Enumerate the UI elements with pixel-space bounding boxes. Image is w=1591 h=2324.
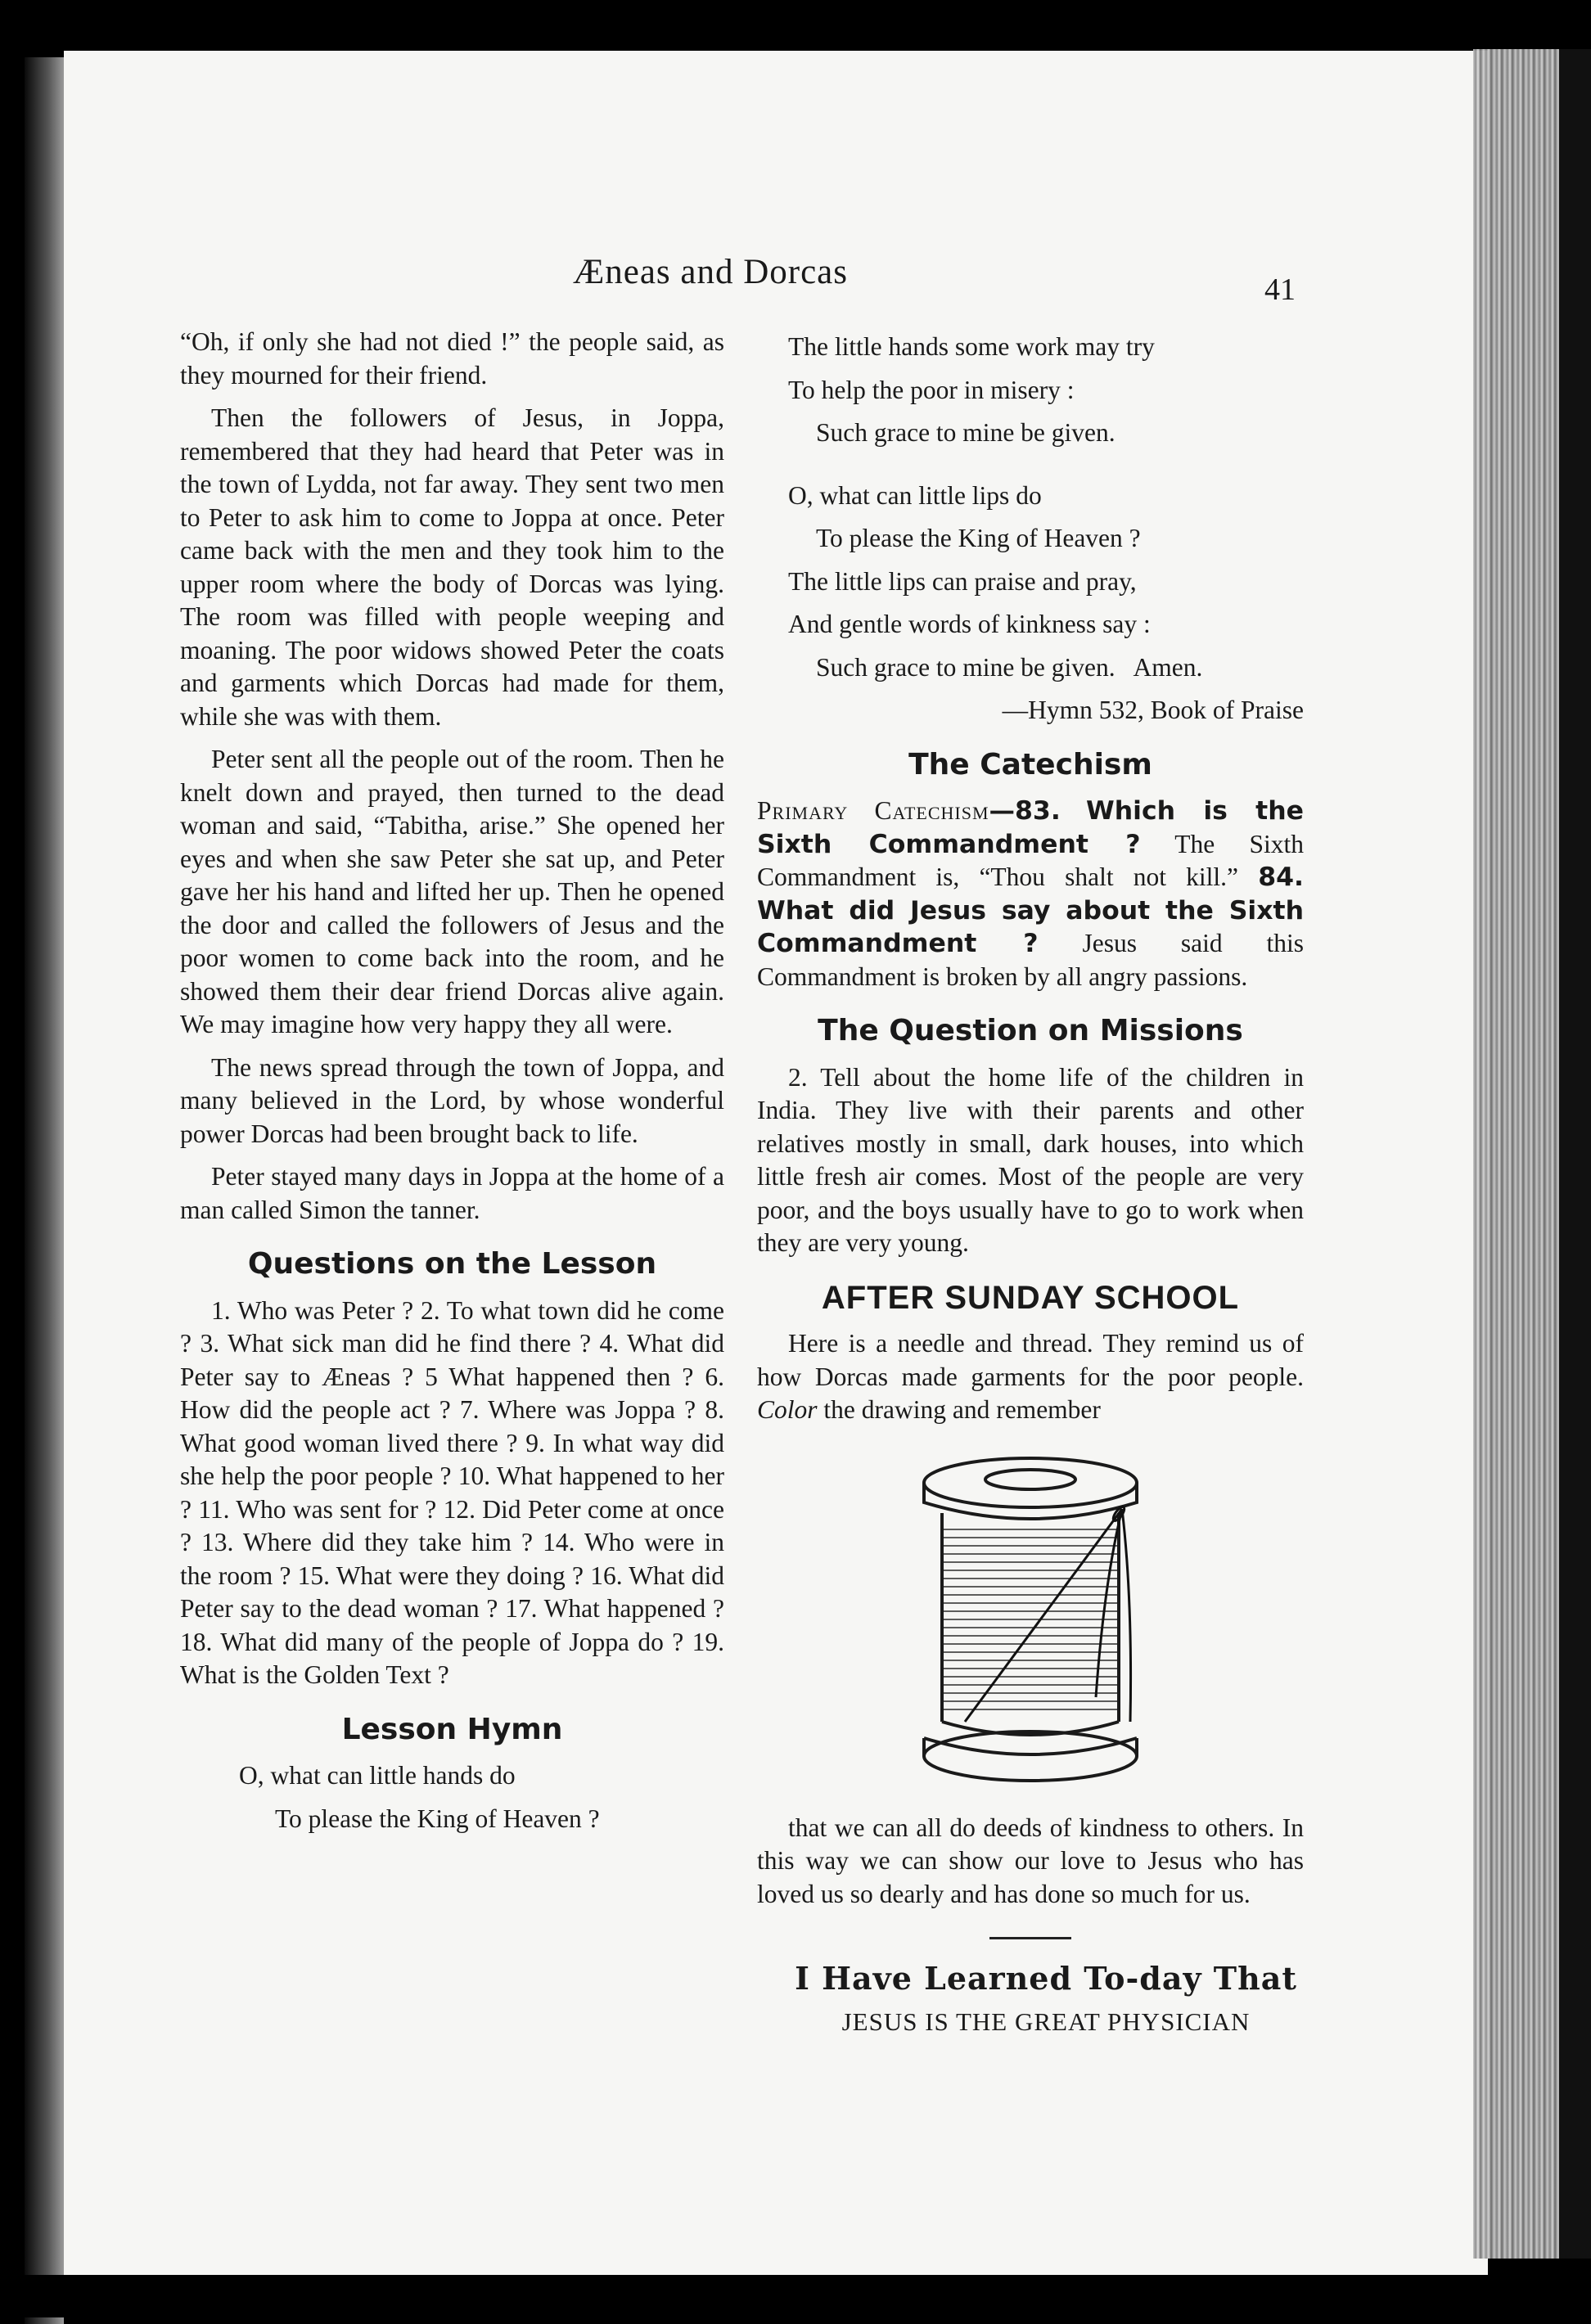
- hymn-line: The little hands some work may try: [788, 332, 1155, 361]
- divider-rule: [989, 1937, 1071, 1939]
- color-word: Color: [757, 1395, 818, 1424]
- bottom-shadow: [0, 2275, 1591, 2317]
- left-column: [180, 326, 724, 1845]
- catechism-text: [757, 795, 1304, 993]
- paragraph: Peter sent all the people out of the room. Then he knelt down and prayed, then turned to the dead woman and said, “Tabitha, arise.” She opened her eyes and when she saw Peter she sat up, and Peter gave her his hand and lifted her up. Then he opened the door and called the followers of Jesus and the poor women to come back into the room, and he showed them their dear friend Dorcas alive again. We may imagine how very happy they all were.: [180, 745, 724, 1038]
- paragraph: “Oh, if only she had not died !” the people said, as they mourned for their friend.: [180, 327, 724, 390]
- hymn-line: And gentle words of kinkness say :: [788, 610, 1151, 638]
- after-text-mid: the drawing and remember: [823, 1395, 1101, 1424]
- after-text: [757, 1327, 1304, 1427]
- hymn-line: To please the King of Heaven ?: [275, 1804, 600, 1833]
- catechism-heading: The Catechism: [908, 747, 1152, 781]
- spool-of-thread-with-needle-icon: [908, 1452, 1153, 1795]
- catechism-label: Primary Catechism: [757, 796, 989, 825]
- hymn-line: To please the King of Heaven ?: [816, 524, 1141, 552]
- missions-heading: The Question on Missions: [818, 1014, 1243, 1047]
- after-text-start: Here is a needle and thread. They remind us of how Dorcas made garments for the poor people.: [757, 1329, 1304, 1391]
- hymn-line: O, what can little hands do: [239, 1761, 516, 1790]
- paragraph: The news spread through the town of Joppa, and many believed in the Lord, by whose wonderful power Dorcas had been brought back to life.: [180, 1052, 724, 1148]
- hymn-line: Such grace to mine be given. Amen.: [816, 652, 1203, 682]
- hymn-line: To help the poor in misery :: [788, 375, 1075, 404]
- right-column: [757, 331, 1304, 2048]
- questions-heading: Questions on the Lesson: [247, 1247, 657, 1281]
- catechism-q83-number: —83.: [989, 796, 1061, 826]
- catechism-q84-number: 84.: [1258, 862, 1304, 892]
- hymn-line: Such grace to mine be given.: [816, 418, 1116, 447]
- catechism-q84: What did Jesus say about the Sixth Commandment ?: [757, 895, 1304, 958]
- paragraph: Peter stayed many days in Joppa at the home of a man called Simon the tanner.: [180, 1162, 724, 1224]
- paragraph: Then the followers of Jesus, in Joppa, remembered that they had heard that Peter was in the town of Lydda, not far away. They sent two men to Peter to ask him to come to Joppa at once. Peter came back with the men and they took him to the upper room where the body of Dorcas was lying. The room was filled with people weeping and moaning. The poor widows showed Peter the coats and garments which Dorcas had made for them, while she was with them.: [180, 403, 724, 731]
- catechism-a84: Jesus said this Commandment is broken by all angry passions.: [757, 929, 1304, 991]
- learned-heading: I Have Learned To-day That: [795, 1960, 1297, 1997]
- after-text-continued: that we can all do deeds of kindness to others. In this way we can show our love to Jesus who has loved us so dearly and has done so much for us.: [757, 1813, 1304, 1908]
- after-sunday-school-heading: AFTER SUNDAY SCHOOL: [821, 1279, 1240, 1316]
- questions-text: 1. Who was Peter ? 2. To what town did he come ? 3. What sick man did he find there ? 4. What did Peter say to Æneas ? 5 What happened then ? 6. How did the people act ? 7. Where was Joppa ? 8. What good woman lived there ? 9. In what way did she help the poor people ? 10. What happened to her ? 11. Who was sent for ? 12. Did Peter come at once ? 13. Where did they take him ? 14. Who were in the room ? 15. What were they doing ? 16. What did Peter say to the dead woman ? 17. What happened ? 18. What did many of the people of Joppa do ? 19. What is the Golden Text ?: [180, 1295, 724, 1689]
- lesson-hymn-heading: Lesson Hymn: [341, 1712, 563, 1746]
- hymn-stanza: [757, 331, 1304, 450]
- book-spine-shadow: [25, 57, 64, 2324]
- hymn-line: O, what can little lips do: [788, 480, 1042, 510]
- catechism-q83: Which is the Sixth Commandment ?: [757, 796, 1304, 859]
- hymn-stanza: [757, 480, 1304, 685]
- hymn-line: The little lips can praise and pray,: [788, 566, 1137, 596]
- page-edges: [1473, 49, 1563, 2259]
- catechism-a83: The Sixth Commandment is, “Thou shalt not kill.”: [757, 829, 1304, 891]
- missions-text: 2. Tell about the home life of the children in India. They live with their parents and other relatives mostly in small, dark houses, into which little fresh air comes. Most of the people are very poor, and the boys usually have to go to work when they are very young.: [757, 1062, 1304, 1257]
- page-number: 41: [1264, 272, 1296, 307]
- learned-statement: JESUS IS THE GREAT PHYSICIAN: [841, 2006, 1251, 2036]
- hymn-attribution: —Hymn 532, Book of Praise: [1002, 696, 1304, 724]
- right-shadow: [1559, 49, 1591, 2259]
- running-head: Æneas and Dorcas: [573, 253, 849, 291]
